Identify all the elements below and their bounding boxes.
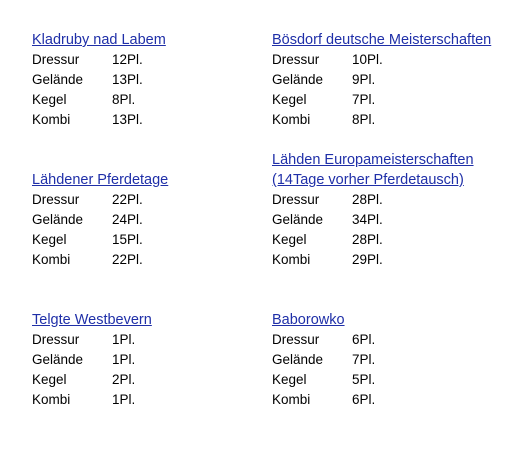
result-row bbox=[272, 230, 512, 250]
result-row bbox=[272, 190, 512, 210]
placing-value: 22Pl. bbox=[112, 192, 143, 207]
discipline-label: Dressur bbox=[272, 332, 320, 347]
event-block-telgte bbox=[32, 310, 272, 410]
placing-value: 2Pl. bbox=[112, 372, 136, 387]
discipline-label: Gelände bbox=[272, 352, 324, 367]
result-row bbox=[272, 210, 512, 230]
placing-value: 8Pl. bbox=[352, 112, 376, 127]
event-block-baborowko bbox=[272, 310, 512, 410]
event-title-link[interactable]: Baborowko bbox=[272, 312, 345, 328]
result-row bbox=[32, 390, 272, 410]
placing-value: 13Pl. bbox=[112, 112, 143, 127]
placing-value: 8Pl. bbox=[112, 92, 136, 107]
event-title-link[interactable]: Kladruby nad Labem bbox=[32, 32, 166, 48]
event-block-kladruby bbox=[32, 30, 272, 130]
discipline-label: Kombi bbox=[272, 252, 311, 267]
result-row bbox=[32, 250, 272, 270]
discipline-label: Kegel bbox=[272, 232, 307, 247]
discipline-label: Kombi bbox=[32, 112, 71, 127]
result-row bbox=[32, 50, 272, 70]
result-row bbox=[32, 230, 272, 250]
discipline-label: Dressur bbox=[32, 332, 80, 347]
placing-value: 10Pl. bbox=[352, 52, 383, 67]
discipline-label: Kegel bbox=[32, 372, 67, 387]
result-row bbox=[272, 330, 512, 350]
discipline-label: Kombi bbox=[32, 392, 71, 407]
result-row bbox=[272, 110, 512, 130]
placing-value: 22Pl. bbox=[112, 252, 143, 267]
discipline-label: Kombi bbox=[272, 392, 311, 407]
result-row bbox=[32, 110, 272, 130]
discipline-label: Gelände bbox=[32, 72, 84, 87]
placing-value: 12Pl. bbox=[112, 52, 143, 67]
placing-value: 9Pl. bbox=[352, 72, 376, 87]
placing-value: 15Pl. bbox=[112, 232, 143, 247]
event-title-link[interactable]: Lähdener Pferdetage bbox=[32, 172, 169, 188]
discipline-label: Gelände bbox=[272, 212, 324, 227]
placing-value: 1Pl. bbox=[112, 392, 136, 407]
discipline-label: Kombi bbox=[272, 112, 311, 127]
placing-value: 34Pl. bbox=[352, 212, 383, 227]
discipline-label: Kegel bbox=[272, 92, 307, 107]
placing-value: 28Pl. bbox=[352, 192, 383, 207]
placing-value: 13Pl. bbox=[112, 72, 143, 87]
discipline-label: Gelände bbox=[32, 212, 84, 227]
result-row bbox=[272, 50, 512, 70]
placing-value: 28Pl. bbox=[352, 232, 383, 247]
placing-value: 6Pl. bbox=[352, 332, 376, 347]
discipline-label: Kombi bbox=[32, 252, 71, 267]
discipline-label: Kegel bbox=[32, 92, 67, 107]
discipline-label: Gelände bbox=[32, 352, 84, 367]
result-row bbox=[32, 70, 272, 90]
discipline-label: Dressur bbox=[272, 192, 320, 207]
placing-value: 1Pl. bbox=[112, 332, 136, 347]
placing-value: 5Pl. bbox=[352, 372, 376, 387]
placing-value: 1Pl. bbox=[112, 352, 136, 367]
discipline-label: Gelände bbox=[272, 72, 324, 87]
event-block-laehdener-pferdetage bbox=[32, 170, 272, 270]
event-title-link[interactable]: Lähden Europameisterschaften bbox=[272, 152, 474, 168]
result-row bbox=[32, 350, 272, 370]
placing-value: 7Pl. bbox=[352, 352, 376, 367]
event-title-note[interactable]: (14Tage vorher Pferdetausch) bbox=[272, 172, 464, 188]
event-title-link[interactable]: Bösdorf deutsche Meisterschaften bbox=[272, 32, 492, 48]
result-row bbox=[272, 90, 512, 110]
result-row bbox=[272, 370, 512, 390]
placing-value: 29Pl. bbox=[352, 252, 383, 267]
event-title-link[interactable]: Telgte Westbevern bbox=[32, 312, 152, 328]
placing-value: 6Pl. bbox=[352, 392, 376, 407]
result-row bbox=[32, 330, 272, 350]
discipline-label: Dressur bbox=[32, 52, 80, 67]
discipline-label: Dressur bbox=[32, 192, 80, 207]
result-row bbox=[272, 390, 512, 410]
result-row bbox=[272, 250, 512, 270]
placing-value: 24Pl. bbox=[112, 212, 143, 227]
placing-value: 7Pl. bbox=[352, 92, 376, 107]
event-block-laehden-em bbox=[272, 150, 512, 270]
discipline-label: Kegel bbox=[272, 372, 307, 387]
discipline-label: Kegel bbox=[32, 232, 67, 247]
result-row bbox=[32, 90, 272, 110]
result-row bbox=[32, 370, 272, 390]
result-row bbox=[32, 190, 272, 210]
result-row bbox=[272, 70, 512, 90]
result-row bbox=[272, 350, 512, 370]
discipline-label: Dressur bbox=[272, 52, 320, 67]
result-row bbox=[32, 210, 272, 230]
event-block-boesdorf bbox=[272, 30, 512, 130]
